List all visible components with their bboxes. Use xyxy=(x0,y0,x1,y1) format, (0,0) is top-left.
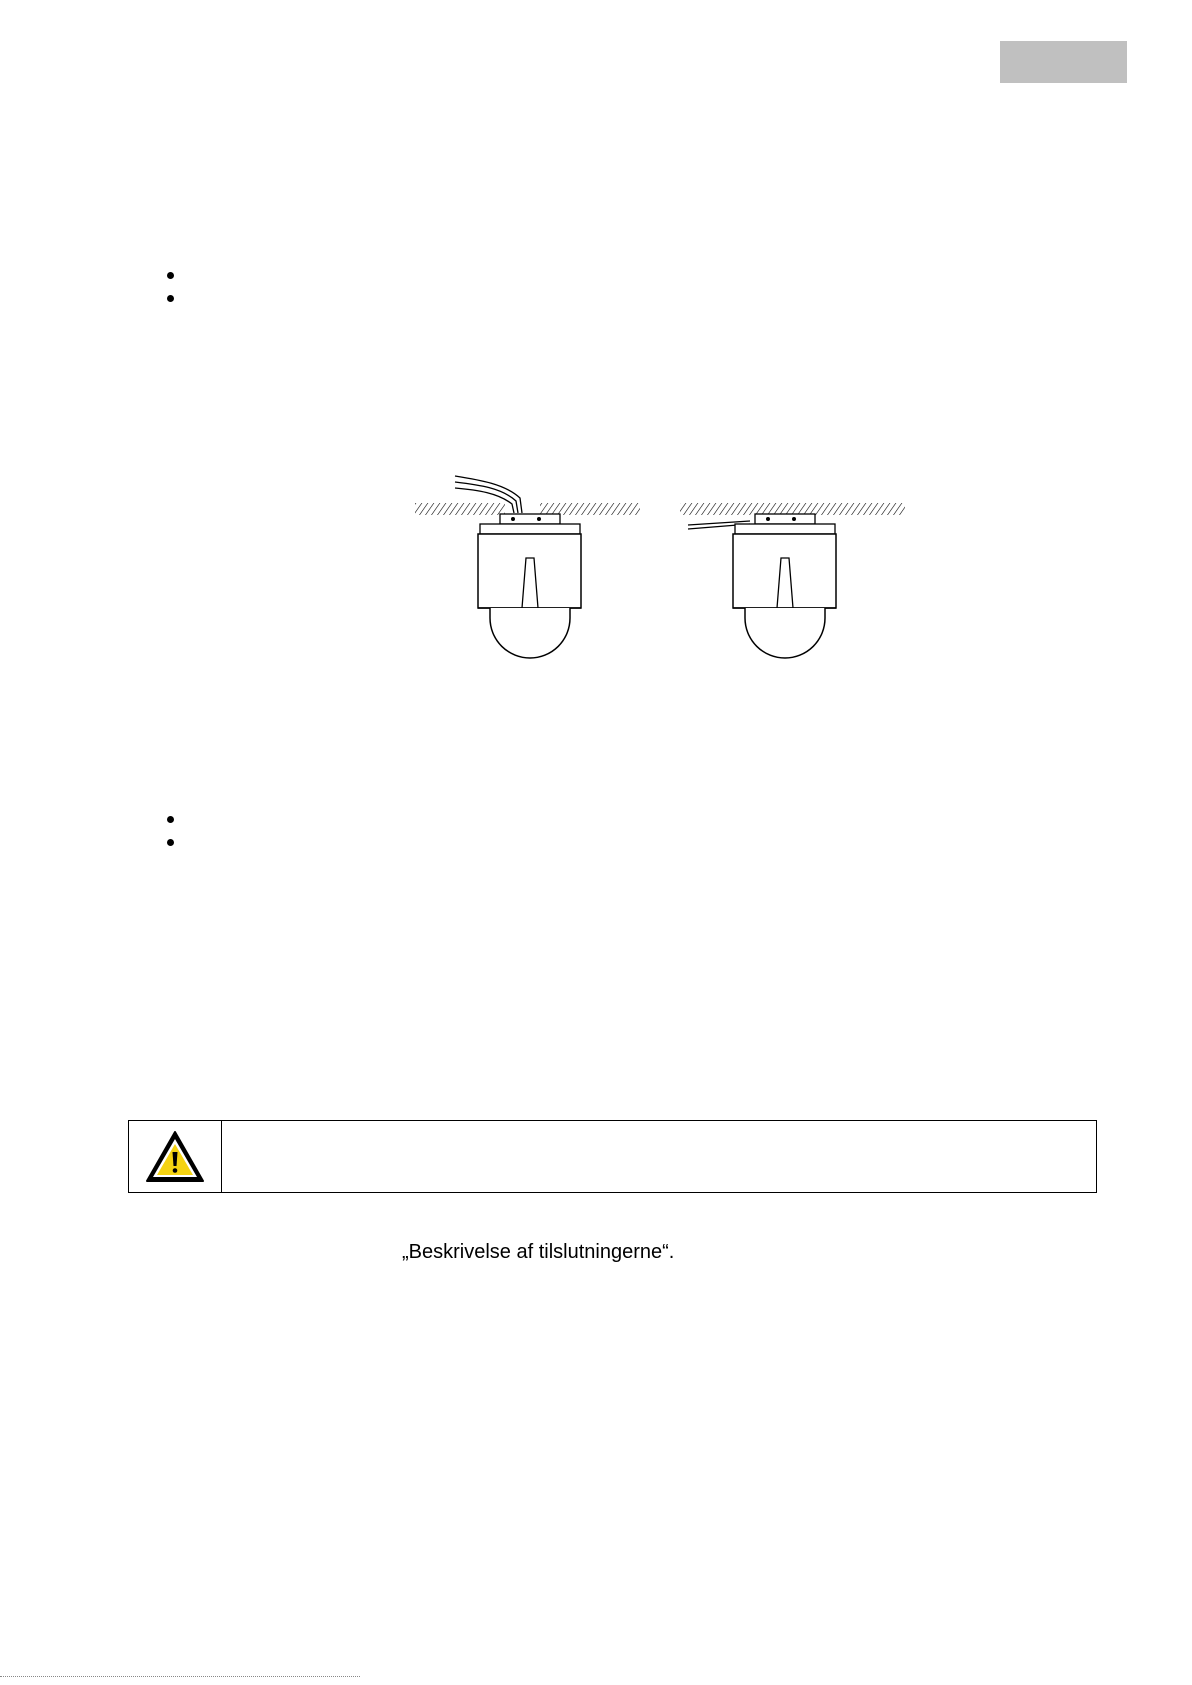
bullet-icon xyxy=(167,839,174,846)
camera-ceiling-entry xyxy=(415,476,640,658)
warning-box xyxy=(128,1120,1097,1193)
connections-reference: „Beskrivelse af tilslutningerne“. xyxy=(402,1241,675,1263)
warning-icon-cell xyxy=(129,1121,222,1192)
warning-triangle-icon xyxy=(145,1130,205,1184)
language-tab xyxy=(1000,41,1127,83)
bullet-icon xyxy=(167,816,174,823)
bullet-icon xyxy=(167,295,174,302)
bullet-icon xyxy=(167,272,174,279)
camera-surface-entry xyxy=(680,503,905,658)
footer-artifact xyxy=(0,1676,360,1683)
dome-camera-mounting-diagram xyxy=(410,468,910,668)
warning-text xyxy=(222,1121,1096,1192)
